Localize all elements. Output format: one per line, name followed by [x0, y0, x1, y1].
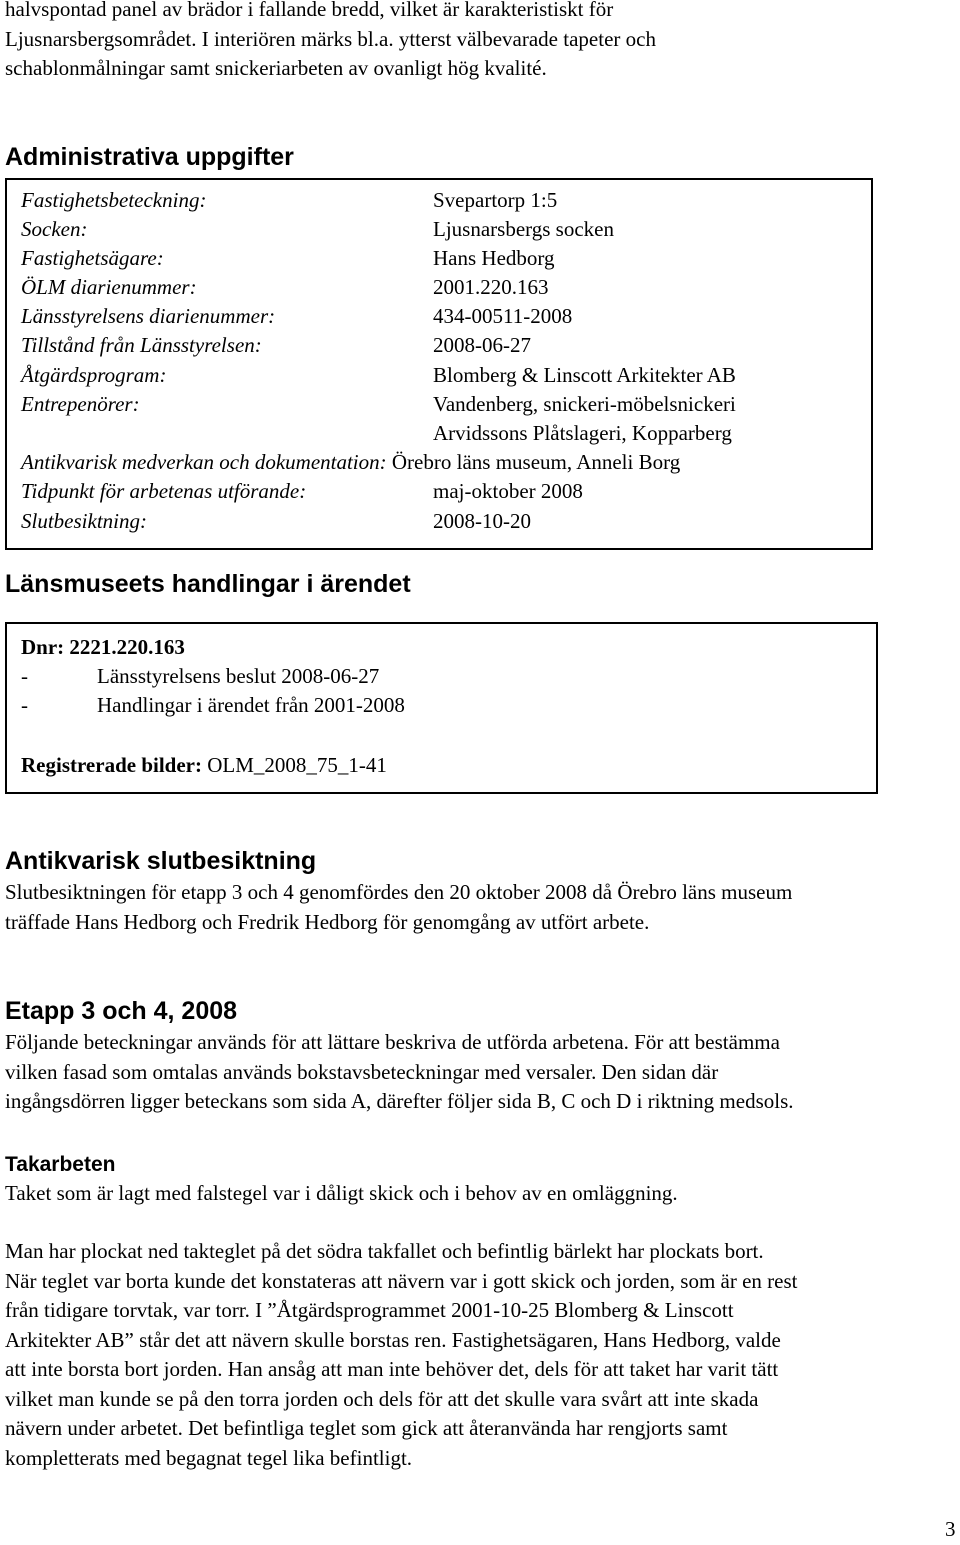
row-label: Fastighetsägare: [21, 246, 164, 270]
takarbeten-paragraph-2 [5, 1237, 960, 1473]
registered-images-label: Registrerade bilder: [21, 753, 202, 777]
lansmuseet-box [5, 622, 878, 794]
row-label: Länsstyrelsens diarienummer: [21, 304, 276, 328]
row-label: Tillstånd från Länsstyrelsen: [21, 333, 262, 357]
row-label: Entrepenörer: [21, 392, 140, 416]
text-line: vilket man kunde se på den torra jorden och dels för att det skulle vara svårt att inte skada [5, 1386, 759, 1411]
row-label: Socken: [21, 217, 88, 241]
row-value: maj-oktober 2008 [433, 479, 583, 503]
dnr-label: Dnr: 2221.220.163 [21, 635, 185, 659]
text-line: ingångsdörren ligger beteckans som sida A, därefter följer sida B, C och D i riktning medsols. [5, 1089, 794, 1113]
row-label: Fastighetsbeteckning: [21, 188, 207, 212]
row-label: Tidpunkt för arbetenas utförande: [21, 479, 307, 503]
text-line: att inte borsta bort jorden. Han ansåg att man inte behöver det, dels för att taket har varit tätt [5, 1357, 779, 1381]
row-label: Antikvarisk medverkan och dokumentation: [21, 450, 387, 474]
row-value: 434-00511-2008 [433, 304, 573, 328]
list-item-text: Handlingar i ärendet från 2001-2008 [97, 693, 405, 717]
row-value: Svepartorp 1:5 [433, 188, 558, 212]
takarbeten-paragraph-1 [5, 1179, 960, 1209]
row-value: Örebro läns museum, Anneli Borg [391, 450, 681, 474]
page-number: 3 [945, 1517, 956, 1541]
row-label: Åtgärdsprogram: [21, 363, 167, 387]
registered-images [21, 751, 387, 781]
text-line: nävern under arbetet. Det befintliga teglet som gick att återanvända har rengjorts samt [5, 1416, 728, 1440]
text-line: Ljusnarsbergsområdet. I interiören märks bl.a. ytterst välbevarade tapeter och [5, 26, 656, 51]
text-line: Följande beteckningar används för att lättare beskriva de utförda arbetena. För att bestämma [5, 1030, 780, 1054]
slutbesiktning-heading: Antikvarisk slutbesiktning [5, 847, 317, 875]
text-line: Taket som är lagt med falstegel var i dåligt skick och i behov av en omläggning. [5, 1181, 678, 1205]
text-line: halvspontad panel av brädor i fallande bredd, vilket är karakteristiskt för [5, 0, 614, 21]
dash-bullet: - [21, 664, 28, 688]
registered-images-value: OLM_2008_75_1-41 [207, 753, 387, 777]
row-label: Slutbesiktning: [21, 509, 147, 533]
text-line: från tidigare torvtak, var torr. I ”Åtgärdsprogrammet 2001-10-25 Blomberg & Linscott [5, 1298, 734, 1322]
intro-paragraph [5, 0, 955, 84]
text-line: schablonmålningar samt snickeriarbeten av ovanligt hög kvalité. [5, 56, 547, 80]
row-value: Ljusnarsbergs socken [433, 217, 614, 241]
etapp-heading: Etapp 3 och 4, 2008 [5, 997, 238, 1025]
row-value: 2008-06-27 [433, 333, 531, 357]
text-line: kompletterats med begagnat tegel lika befintligt. [5, 1445, 413, 1470]
admin-info-box [5, 178, 873, 550]
lansmuseet-heading: Länsmuseets handlingar i ärendet [5, 570, 411, 598]
text-line: Arkitekter AB” står det att nävern skulle borstas ren. Fastighetsägaren, Hans Hedborg, valde [5, 1327, 781, 1352]
text-line: När teglet var borta kunde det konstateras att nävern var i gott skick och jorden, som är en rest [5, 1268, 798, 1293]
admin-row-antikvarisk-medverkan [21, 448, 680, 478]
row-value: Arvidssons Plåtslageri, Kopparberg [433, 421, 732, 445]
dash-bullet: - [21, 693, 28, 717]
row-label: ÖLM diarienummer: [21, 275, 197, 299]
row-value: 2001.220.163 [433, 275, 549, 299]
row-value: Vandenberg, snickeri-möbelsnickeri [433, 392, 736, 416]
admin-heading: Administrativa uppgifter [5, 143, 294, 171]
slutbesiktning-paragraph [5, 878, 960, 937]
etapp-paragraph [5, 1028, 960, 1117]
takarbeten-heading: Takarbeten [5, 1153, 116, 1176]
list-item-text: Länsstyrelsens beslut 2008-06-27 [97, 664, 380, 688]
text-line: Man har plockat ned takteglet på det södra takfallet och befintlig bärlekt har plockats bort. [5, 1239, 764, 1263]
text-line: vilken fasad som omtalas används bokstavsbeteckningar med versaler. Den sidan där [5, 1059, 719, 1084]
row-value: Hans Hedborg [433, 246, 555, 270]
text-line: Slutbesiktningen för etapp 3 och 4 genomfördes den 20 oktober 2008 då Örebro läns museum [5, 880, 793, 904]
text-line: träffade Hans Hedborg och Fredrik Hedborg för genomgång av utfört arbete. [5, 909, 650, 934]
row-value: Blomberg & Linscott Arkitekter AB [433, 363, 736, 387]
row-value: 2008-10-20 [433, 509, 531, 533]
